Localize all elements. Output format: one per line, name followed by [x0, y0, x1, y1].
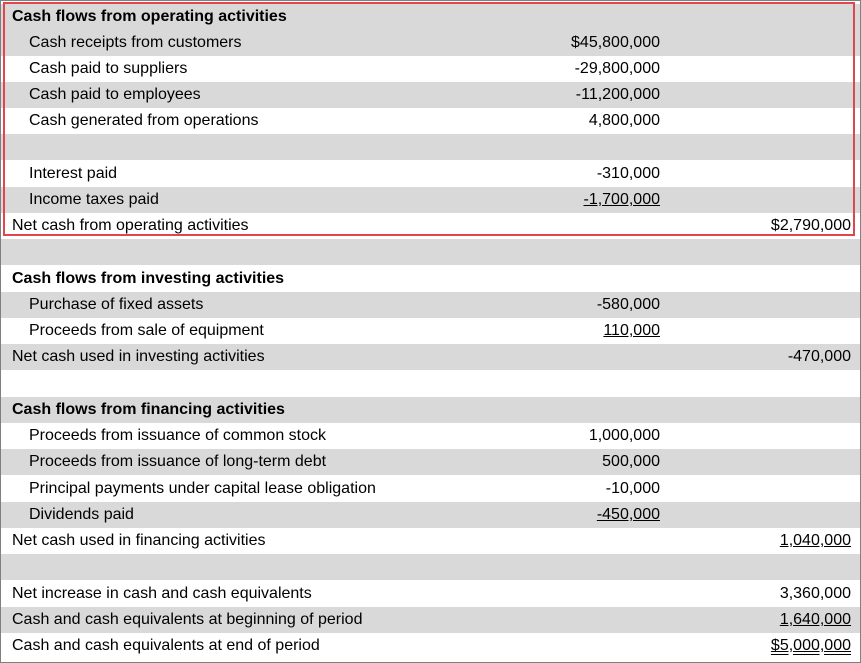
table-row — [1, 528, 860, 554]
cash-paid-employees-label: Cash paid to employees — [29, 86, 201, 103]
table-row — [1, 161, 860, 187]
ending-cash-value: $5,000,000 — [770, 637, 851, 654]
table-row — [1, 449, 860, 475]
long-term-debt-label: Proceeds from issuance of long-term debt — [29, 453, 327, 470]
table-row — [1, 344, 860, 370]
dividends-value: -450,000 — [596, 506, 660, 523]
table-row — [1, 56, 860, 82]
purchase-fixed-assets-label: Purchase of fixed assets — [29, 296, 204, 313]
table-row — [1, 213, 860, 239]
cash-paid-suppliers-label: Cash paid to suppliers — [29, 60, 188, 77]
table-row — [1, 318, 860, 344]
net-operating-value: $2,790,000 — [770, 217, 851, 234]
table-row — [1, 187, 860, 213]
cash-generated-label: Cash generated from operations — [29, 112, 259, 129]
income-taxes-value: -1,700,000 — [583, 191, 660, 208]
cash-paid-suppliers-value: -29,800,000 — [574, 60, 660, 77]
financing-header-row — [1, 397, 860, 423]
beginning-cash-value: 1,640,000 — [779, 611, 851, 628]
interest-paid-label: Interest paid — [29, 165, 118, 182]
operating-header-row — [1, 4, 860, 30]
capital-lease-value: -10,000 — [605, 480, 660, 497]
cash-receipts-label: Cash receipts from customers — [29, 34, 242, 51]
sale-equipment-label: Proceeds from sale of equipment — [29, 322, 264, 339]
table-row — [1, 108, 860, 134]
investing-header-row — [1, 266, 860, 292]
blank-row — [1, 370, 860, 396]
financing-header: Cash flows from financing activities — [12, 401, 285, 418]
net-investing-value: -470,000 — [787, 348, 851, 365]
blank-row — [1, 239, 860, 265]
cash-generated-value: 4,800,000 — [588, 112, 660, 129]
table-row — [1, 581, 860, 607]
table-row — [1, 423, 860, 449]
table-row — [1, 502, 860, 528]
dividends-label: Dividends paid — [29, 506, 134, 523]
table-row — [1, 633, 860, 659]
blank-row — [1, 134, 860, 160]
net-operating-label: Net cash from operating activities — [12, 217, 249, 234]
table-row — [1, 476, 860, 502]
purchase-fixed-assets-value: -580,000 — [596, 296, 660, 313]
investing-header: Cash flows from investing activities — [12, 270, 285, 287]
ending-cash-label: Cash and cash equivalents at end of period — [12, 637, 320, 654]
cash-receipts-value: $45,800,000 — [571, 34, 660, 51]
beginning-cash-label: Cash and cash equivalents at beginning of period — [12, 611, 363, 628]
common-stock-label: Proceeds from issuance of common stock — [29, 427, 327, 444]
net-investing-label: Net cash used in investing activities — [12, 348, 265, 365]
net-financing-label: Net cash used in financing activities — [12, 532, 266, 549]
capital-lease-label: Principal payments under capital lease obligation — [29, 480, 376, 497]
cash-paid-employees-value: -11,200,000 — [575, 86, 660, 103]
long-term-debt-value: 500,000 — [602, 453, 660, 470]
operating-header: Cash flows from operating activities — [12, 8, 287, 25]
income-taxes-label: Income taxes paid — [29, 191, 159, 208]
table-row — [1, 82, 860, 108]
net-increase-label: Net increase in cash and cash equivalents — [12, 585, 312, 602]
net-increase-value: 3,360,000 — [779, 585, 851, 602]
common-stock-value: 1,000,000 — [588, 427, 660, 444]
table-row — [1, 30, 860, 56]
blank-row — [1, 554, 860, 580]
table-row — [1, 292, 860, 318]
net-financing-value: 1,040,000 — [779, 532, 851, 549]
interest-paid-value: -310,000 — [596, 165, 660, 182]
table-row — [1, 607, 860, 633]
sale-equipment-value: 110,000 — [603, 322, 660, 339]
